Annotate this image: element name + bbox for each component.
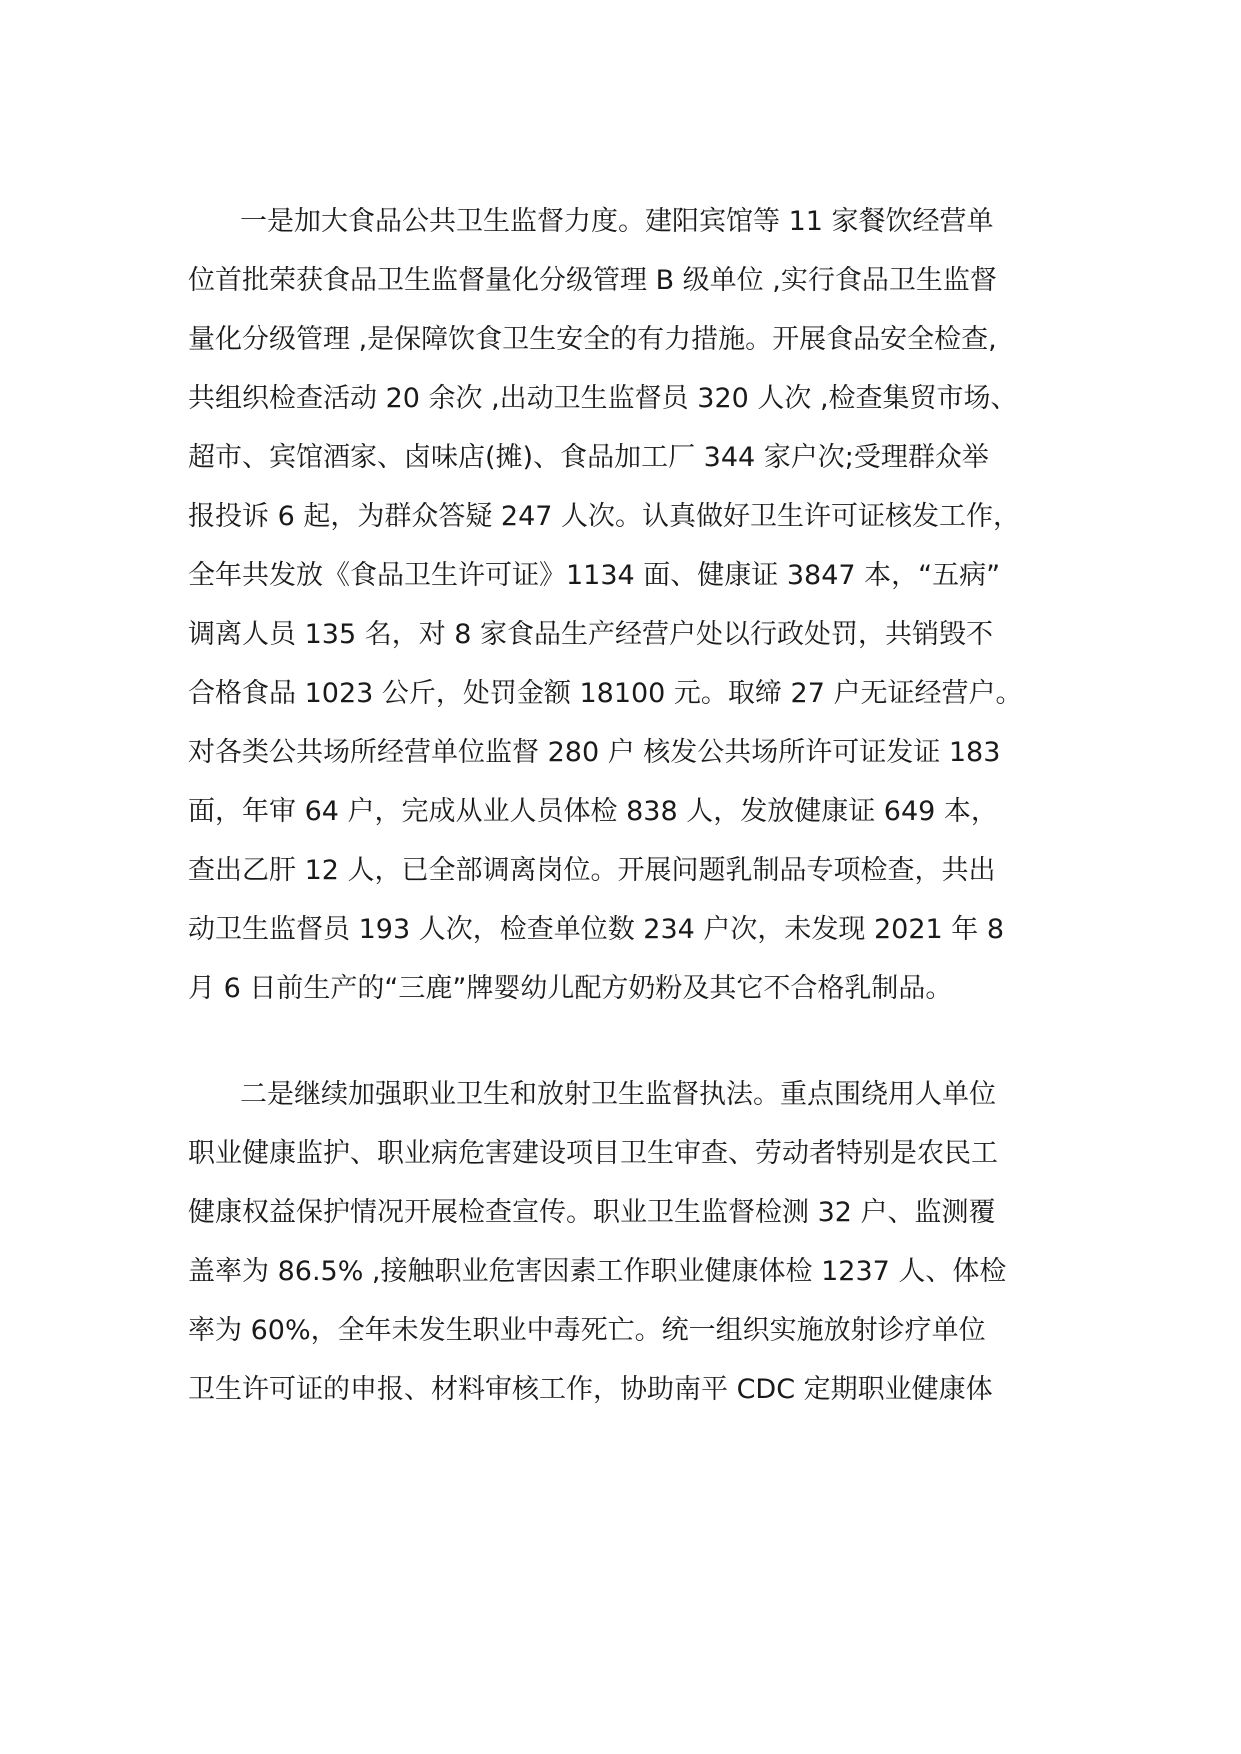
text-line: 月 6 日前生产的“三鹿”牌婴幼儿配方奶粉及其它不合格乳制品。 <box>188 973 953 1004</box>
text-line: 共组织检查活动 20 余次 ,出动卫生监督员 320 人次 ,检查集贸市场、 <box>188 383 1018 414</box>
text-line: 职业健康监护、职业病危害建设项目卫生审查、劳动者特别是农民工 <box>188 1138 998 1169</box>
text-line: 调离人员 135 名，对 8 家食品生产经营户处以行政处罚，共销毁不 <box>188 619 994 650</box>
text-line: 盖率为 86.5% ,接触职业危害因素工作职业健康体检 1237 人、体检 <box>188 1256 1007 1287</box>
text-line: 健康权益保护情况开展检查宣传。职业卫生监督检测 32 户、监测覆 <box>188 1197 996 1228</box>
text-line: 卫生许可证的申报、材料审核工作，协助南平 CDC 定期职业健康体 <box>188 1374 993 1405</box>
text-line: 面，年审 64 户，完成从业人员体检 838 人，发放健康证 649 本， <box>188 796 998 827</box>
text-line: 位首批荣获食品卫生监督量化分级管理 B 级单位 ,实行食品卫生监督 <box>188 265 997 296</box>
text-line: 超市、宾馆酒家、卤味店(摊)、食品加工厂 344 家户次;受理群众举 <box>188 442 989 473</box>
text-line: 查出乙肝 12 人，已全部调离岗位。开展问题乳制品专项检查，共出 <box>188 855 996 886</box>
text-line: 合格食品 1023 公斤，处罚金额 18100 元。取缔 27 户无证经营户。 <box>188 678 1023 709</box>
text-line: 报投诉 6 起，为群众答疑 247 人次。认真做好卫生许可证核发工作， <box>188 501 1021 532</box>
text-line: 动卫生监督员 193 人次，检查单位数 234 户次，未发现 2021 年 8 <box>188 914 1005 945</box>
text-line: 二是继续加强职业卫生和放射卫生监督执法。重点围绕用人单位 <box>240 1079 996 1110</box>
text-line: 率为 60%，全年未发生职业中毒死亡。统一组织实施放射诊疗单位 <box>188 1315 986 1346</box>
text-line: 一是加大食品公共卫生监督力度。建阳宾馆等 11 家餐饮经营单 <box>240 206 994 237</box>
text-line: 量化分级管理 ,是保障饮食卫生安全的有力措施。开展食品安全检查, <box>188 324 997 355</box>
text-line: 对各类公共场所经营单位监督 280 户 核发公共场所许可证发证 183 <box>188 737 1001 768</box>
text-line: 全年共发放《食品卫生许可证》1134 面、健康证 3847 本，“五病” <box>188 560 1001 591</box>
